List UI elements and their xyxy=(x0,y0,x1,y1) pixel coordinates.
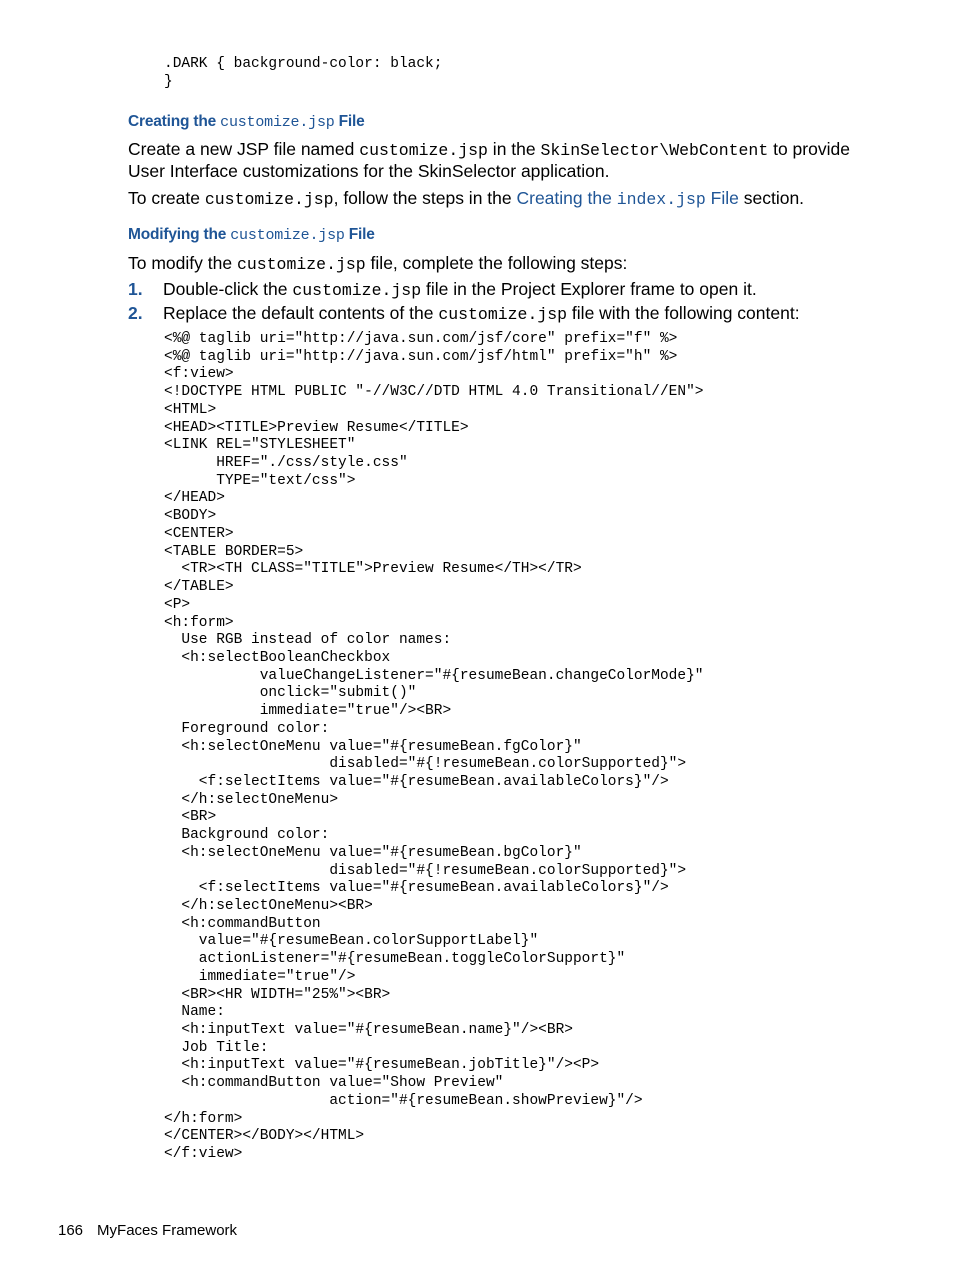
heading-text: File xyxy=(344,226,375,243)
code-block-css: .DARK { background-color: black; } xyxy=(164,56,443,90)
link-text: Creating the xyxy=(516,188,617,208)
para-text: section. xyxy=(738,188,805,208)
para-text: Replace the default contents of the xyxy=(163,303,439,323)
page-footer xyxy=(58,1222,237,1239)
para-text: file with the following content: xyxy=(567,303,800,323)
inline-code: customize.jsp xyxy=(292,281,422,300)
heading-code: customize.jsp xyxy=(220,114,335,131)
para-text: in the xyxy=(487,139,541,159)
paragraph-follow-steps xyxy=(128,188,888,210)
para-text: To modify the xyxy=(128,253,237,273)
code-block-jsp: <%@ taglib uri="http://java.sun.com/jsf/core" prefix="f" %> <%@ taglib uri="http://java.sun.com/jsf/html" prefix="h" %> <f:view> <!DOCTYPE HTML PUBLIC "-//W3C//DTD HTML 4.0 Transitional//EN"> <HTML> <HEAD><TITLE>Preview Resume</TITLE> <LINK REL="STYLESHEET" HREF="./css/style.css" TYPE="text/css"> </HEAD> <BODY> <CENTER> <TABLE BORDER=5> <TR><TH CLASS="TITLE">Preview Resume</TH></TR> </TABLE> <P> <h:form> Use RGB instead of color names: <h:selectBooleanCheckbox valueChangeListener="#{resumeBean.changeColorMode}" onclick="submit()" immediate="true"/><BR> Foreground color: <h:selectOneMenu value="#{resumeBean.fgColor}" disabled="#{!resumeBean.colorSupported}"> <f:selectItems value="#{resumeBean.availableColors}"/> </h:selectOneMenu> <BR> Background color: <h:selectOneMenu value="#{resumeBean.bgColor}" disabled="#{!resumeBean.colorSupported}"> <f:selectItems value="#{resumeBean.availableColors}"/> </h:selectOneMenu><BR> <h:commandButton value="#{resumeBean.colorSupportLabel}" actionListener="#{resumeBean.toggleColorSupport}" immediate="true"/> <BR><HR WIDTH="25%"><BR> Name: <h:inputText value="#{resumeBean.name}"/><BR> Job Title: <h:inputText value="#{resumeBean.jobTitle}"/><P> <h:commandButton value="Show Preview" action="#{resumeBean.showPreview}"/> </h:form> </CENTER></BODY></HTML> </f:view> xyxy=(164,331,704,1163)
heading-text: File xyxy=(334,113,365,130)
heading-text: Creating the xyxy=(128,113,221,130)
heading-text: Modifying the xyxy=(128,226,231,243)
para-text: to provide User Interface customizations for the SkinSelector application. xyxy=(128,139,850,181)
para-text: file, complete the following steps: xyxy=(365,253,628,273)
link-code: index.jsp xyxy=(616,190,706,209)
page-number: 166 xyxy=(58,1222,84,1239)
step-number: 1. xyxy=(128,279,143,299)
cross-reference-link[interactable] xyxy=(516,188,738,208)
chapter-title: MyFaces Framework xyxy=(97,1222,238,1239)
para-text: To create xyxy=(128,188,205,208)
paragraph-create-file xyxy=(128,139,888,182)
step-text xyxy=(163,279,757,301)
link-text: File xyxy=(705,188,739,208)
inline-code: SkinSelector\WebContent xyxy=(540,141,769,160)
step-text xyxy=(163,303,800,325)
heading-code: customize.jsp xyxy=(230,227,345,244)
section-heading-modifying xyxy=(128,226,375,244)
para-text: Create a new JSP file named xyxy=(128,139,360,159)
inline-code: customize.jsp xyxy=(236,255,366,274)
inline-code: customize.jsp xyxy=(438,305,568,324)
step-number: 2. xyxy=(128,303,143,323)
para-text: file in the Project Explorer frame to open it. xyxy=(421,279,757,299)
para-text: , follow the steps in the xyxy=(333,188,517,208)
inline-code: customize.jsp xyxy=(204,190,334,209)
para-text: Double-click the xyxy=(163,279,293,299)
paragraph-modify-intro xyxy=(128,253,888,275)
inline-code: customize.jsp xyxy=(359,141,488,160)
section-heading-creating xyxy=(128,113,365,131)
